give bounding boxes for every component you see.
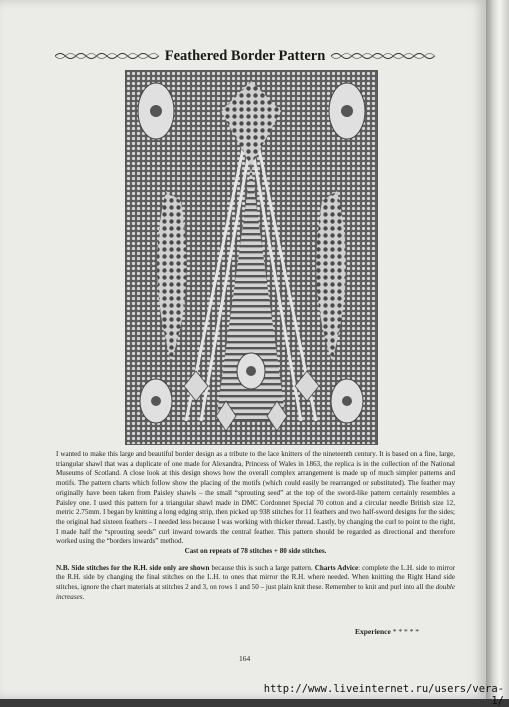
note-text-2: : complete the L.H. side to mirror the R.H. side by changing the final stitches on the L.H. to ones that mirror the R.H. where needed. When knitting the Right Hand side stitches, ignore the chart materials at stitches 2 and 3, on rows 1 and 50 – just plain knit these. Remember to knit and purl into all the [56,563,455,592]
article-body [56,450,455,603]
note-text-1: because this is such a large pattern. [209,563,315,572]
note-lead: N.B. Side stitches for the R.H. side only are shown [56,563,210,572]
page-edge-shadow [486,0,509,699]
right-scroll-ornament [331,51,435,61]
cast-on-line: Cast on repeats of 78 stitches + 80 side stitches. [184,547,327,556]
page-number: 164 [239,654,251,663]
side-stitches-note [56,564,455,603]
title-row [55,44,435,68]
page-title: Feathered Border Pattern [164,47,326,64]
charts-advice-label: Charts Advice [314,563,359,572]
experience-label: Experience [355,627,391,636]
watermark-url: http://www.liveinternet.ru/users/vera-1/ [263,683,504,707]
experience-rating [355,627,419,636]
intro-paragraph: I wanted to make this large and beautiful border design as a tribute to the lace knitters of the nineteenth century. It is based on a fine, large, triangular shawl that was a duplicate of one made for Alexandra, Princess of Wales in 1863, the replica is in the collection of the National Museums of Scotland. A close look at this design shows how the overall complex arrangement is made up of much simpler patterns and motifs. The pattern charts which follow show the placing of the motifs (which could easily be rearranged or substituted). The feather may originally have been taken from Paisley shawls – the small “sprouting seed” at the top of the sword-like pattern certainly resembles a Paisley one. I used this pattern for a triangular shawl made in DMC Cordonnet Special 70 cotton and a circular needle British size 12, metric 2.75mm. I began by knitting a long edging strip, then picked up 938 stitches for 11 feathers and two half-sword designs for the sides; the original had sixteen feathers – I needed less because I was working with thicker thread. Lastly, by changing the curl to point to the right, I made half the “sprouting seeds” curl inward towards the central feather. This pattern should be regarded as directional and therefore worked using the “borders inwards” method. [56,450,455,546]
left-scroll-ornament [55,51,159,61]
experience-stars: * * * * * [392,627,419,636]
lace-pattern-photo [125,70,378,445]
note-end: . [82,592,85,601]
double-increases-term: double increases [56,583,455,601]
